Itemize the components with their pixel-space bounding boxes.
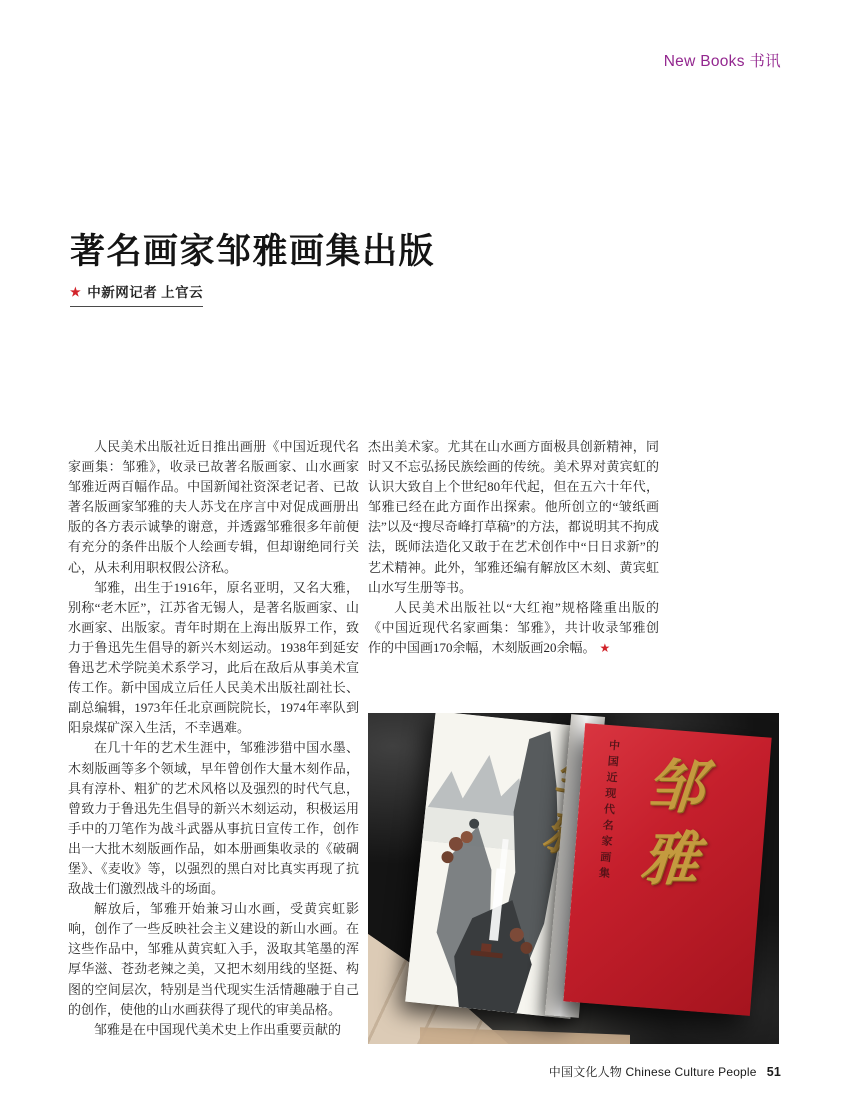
byline-text: 中新网记者 上官云	[87, 285, 204, 300]
paragraph: 在几十年的艺术生涯中，邹雅涉猎中国水墨、木刻版画等多个领域，早年曾创作大量木刻作品，具有淳朴、粗犷的艺术风格以及强烈的时代气息，曾致力于鲁迅先生倡导的新兴木刻运动，积极运用手中的刀笔作为战斗武器从事抗日宣传工作，创作出一大批木刻版画作品，如本册画集收录的《破碉堡》、《麦收》等，以强烈的黑白对比真实再现了抗敌战士们激烈战斗的场面。	[68, 740, 359, 897]
paragraph: 人民美术出版社近日推出画册《中国近现代名家画集：邹雅》，收录已故著名版画家、山水画家邹雅近两百幅作品。中国新闻社资深老记者、已故著名版画家邹雅的夫人苏戈在序言中对促成画册出版的各方表示诚挚的谢意，并透露邹雅很多年前便有充分的条件出版个人绘画专辑，但却谢绝同行关心，从未利用职权假公济私。	[68, 439, 359, 575]
paragraph: 邹雅，出生于1916年，原名亚明，又名大雅，别称“老木匠”，江苏省无锡人，是著名版画家、山水画家、出版家。青年时期在上海出版界工作，致力于鲁迅先生倡导的新兴木刻运动。1938年到延安鲁迅艺术学院美术系学习，此后在敌后从事美术宣传工作。新中国成立后任人民美术出版社副社长、副总编辑，1973年任北京画院院长，1974年率队到阳泉煤矿深入生活，不幸遇难。	[68, 579, 359, 736]
article-column-left	[68, 437, 359, 1040]
red-book-series-title: 中国近现代名家画集	[596, 738, 621, 884]
section-label: New Books 书讯	[663, 53, 781, 70]
article-column-right	[368, 437, 659, 658]
paragraph: 杰出美术家。尤其在山水画方面极具创新精神，同时又不忘弘扬民族绘画的传统。美术界对黄宾虹的认识大致自上个世纪80年代起，但在五六十年代，邹雅已经在此方面作出探索。他所创立的“皱纸画法”以及“搜尽奇峰打草稿”的方法，都说明其不拘成法，既师法造化又敢于在艺术创作中“日日求新”的艺术精神。此外，邹雅还编有解放区木刻、黄宾虹山水写生册等书。	[368, 439, 659, 595]
article-title: 著名画家邹雅画集出版	[70, 232, 436, 271]
byline-star-icon: ★	[70, 285, 82, 299]
byline	[70, 281, 203, 307]
paragraph: 解放后，邹雅开始兼习山水画，受黄宾虹影响，创作了一些反映社会主义建设的新山水画。在这些作品中，邹雅从黄宾虹入手，汲取其笔墨的浑厚华滋、苍劲老辣之美，又把木刻用线的坚挺、构图的空间层次，特别是当代现实生活情趣融于自己的创作，使他的山水画获得了现代的审美品格。	[68, 901, 359, 1017]
paragraph: 邹雅是在中国现代美术史上作出重要贡献的	[94, 1021, 342, 1037]
end-star-icon: ★	[599, 640, 611, 655]
paragraph-text: 人民美术出版社以“大红袍”规格隆重出版的《中国近现代名家画集：邹雅》，共计收录邹雅创作的中国画170余幅，木刻版画20余幅。	[368, 599, 659, 655]
red-book	[563, 723, 771, 1016]
photo-books	[368, 713, 779, 1044]
red-book-calligraphy: 邹雅	[628, 755, 705, 901]
footer-page-number: 51	[766, 1065, 781, 1079]
footer	[549, 1063, 781, 1080]
footer-magazine-name: 中国文化人物 Chinese Culture People	[548, 1065, 757, 1079]
paragraph	[368, 598, 659, 658]
